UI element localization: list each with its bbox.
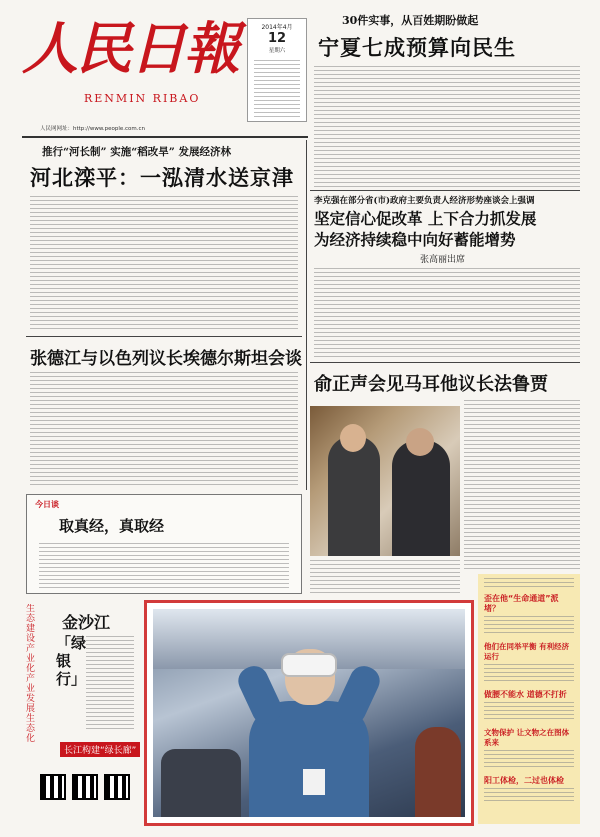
yu-body bbox=[464, 400, 580, 570]
date-box bbox=[247, 18, 307, 122]
hebei-kicker: 推行“河长制” 实施“稻改旱” 发展经济林 bbox=[42, 146, 231, 158]
right-sidebar bbox=[478, 574, 580, 824]
yu-title: 俞正声会见马耳他议长法鲁贾 bbox=[314, 374, 548, 395]
qr-code-icon[interactable] bbox=[40, 774, 66, 800]
date-day: 12 bbox=[267, 31, 287, 46]
li-kicker: 李克强在部分省(市)政府主要负责人经济形势座谈会上强调 bbox=[314, 196, 535, 206]
badge bbox=[303, 769, 325, 795]
hebei-title: 河北滦平：一泓清水送京津 bbox=[30, 166, 294, 190]
sidebar-item[interactable] bbox=[484, 728, 574, 770]
hebei-body bbox=[30, 196, 298, 330]
crowd-left bbox=[161, 749, 241, 817]
commentary-title: 取真经，真取经 bbox=[59, 517, 165, 535]
sidebar-item-title: 他们在同举平衡 有利经济运行 bbox=[484, 642, 570, 661]
sidebar-item[interactable] bbox=[484, 776, 574, 802]
masthead-pinyin: RENMIN RIBAO bbox=[84, 92, 201, 105]
sidebar-item[interactable] bbox=[484, 594, 574, 636]
sidebar-item-body bbox=[484, 702, 574, 722]
sidebar-item[interactable] bbox=[484, 690, 574, 722]
masthead-divider bbox=[22, 136, 308, 138]
li-top-rule bbox=[310, 190, 580, 191]
li-title-line1: 坚定信心促改革 上下合力抓发展 bbox=[314, 209, 537, 228]
li-title-line2: 为经济持续稳中向好蓄能增势 bbox=[314, 230, 516, 249]
sidebar-item-title: 做腰不能水 道德不打折 bbox=[484, 690, 567, 699]
jinsha-body bbox=[86, 636, 134, 732]
hebei-rule bbox=[26, 336, 302, 337]
commentary-body bbox=[39, 543, 289, 589]
vr-headset-icon bbox=[281, 653, 337, 677]
sidebar-item-title: 文物保护 让文物之在图体系来 bbox=[484, 728, 570, 747]
sidebar-item-body bbox=[484, 788, 574, 802]
sidebar-item-title: 歪在他“生命通道”派堵？ bbox=[484, 594, 559, 613]
commentary-tag: 今日谈 bbox=[35, 500, 59, 509]
masthead-logo: 人民日報 bbox=[22, 16, 238, 82]
sidebar-item[interactable] bbox=[484, 642, 574, 684]
bystander-woman bbox=[415, 727, 461, 817]
vr-headset-photo bbox=[153, 609, 465, 817]
zhang-body bbox=[30, 372, 298, 488]
person-arm-right bbox=[332, 661, 385, 728]
lead-top-kicker: 30件实事，从百姓期盼做起 bbox=[342, 14, 479, 27]
figure-left bbox=[328, 436, 380, 556]
yu-meeting-photo bbox=[310, 406, 460, 556]
sidebar-item-body bbox=[484, 664, 574, 684]
qr-code-icon[interactable] bbox=[72, 774, 98, 800]
qr-code-icon[interactable] bbox=[104, 774, 130, 800]
jinsha-title-line1: 金沙江 bbox=[62, 613, 111, 632]
zhang-title: 张德江与以色列议长埃德尔斯坦会谈 bbox=[30, 349, 302, 369]
li-body bbox=[314, 268, 580, 358]
sidebar-intro bbox=[484, 578, 574, 590]
lead-top-body bbox=[314, 66, 580, 188]
sidebar-item-title: 阳工体检，二过也体检 bbox=[484, 776, 564, 785]
column-divider-main bbox=[306, 140, 307, 490]
commentary-box bbox=[26, 494, 302, 594]
vr-photo-frame bbox=[144, 600, 474, 826]
figure-right bbox=[392, 440, 450, 556]
lead-top-title: 宁夏七成预算向民生 bbox=[318, 36, 516, 60]
sidebar-item-body bbox=[484, 750, 574, 770]
figure-left-head bbox=[340, 424, 366, 452]
jinsha-vertical-slogan: 生态建设产业化 产业发展生态化 bbox=[26, 604, 36, 744]
figure-right-head bbox=[406, 428, 434, 456]
lower-middle-body bbox=[310, 560, 460, 596]
date-box-details bbox=[254, 60, 300, 120]
li-bottom-rule bbox=[310, 362, 580, 363]
date-year: 2014年4月 bbox=[261, 24, 293, 31]
date-weekday: 星期六 bbox=[268, 48, 286, 54]
masthead-website: 人民网网址：http://www.people.com.cn bbox=[40, 126, 145, 132]
jinsha-title-line2: 「绿银行」 bbox=[56, 634, 87, 688]
jinsha-tag: 长江构建“绿长廊” bbox=[60, 742, 140, 757]
li-byline: 张高丽出席 bbox=[420, 255, 466, 265]
sidebar-item-body bbox=[484, 616, 574, 636]
